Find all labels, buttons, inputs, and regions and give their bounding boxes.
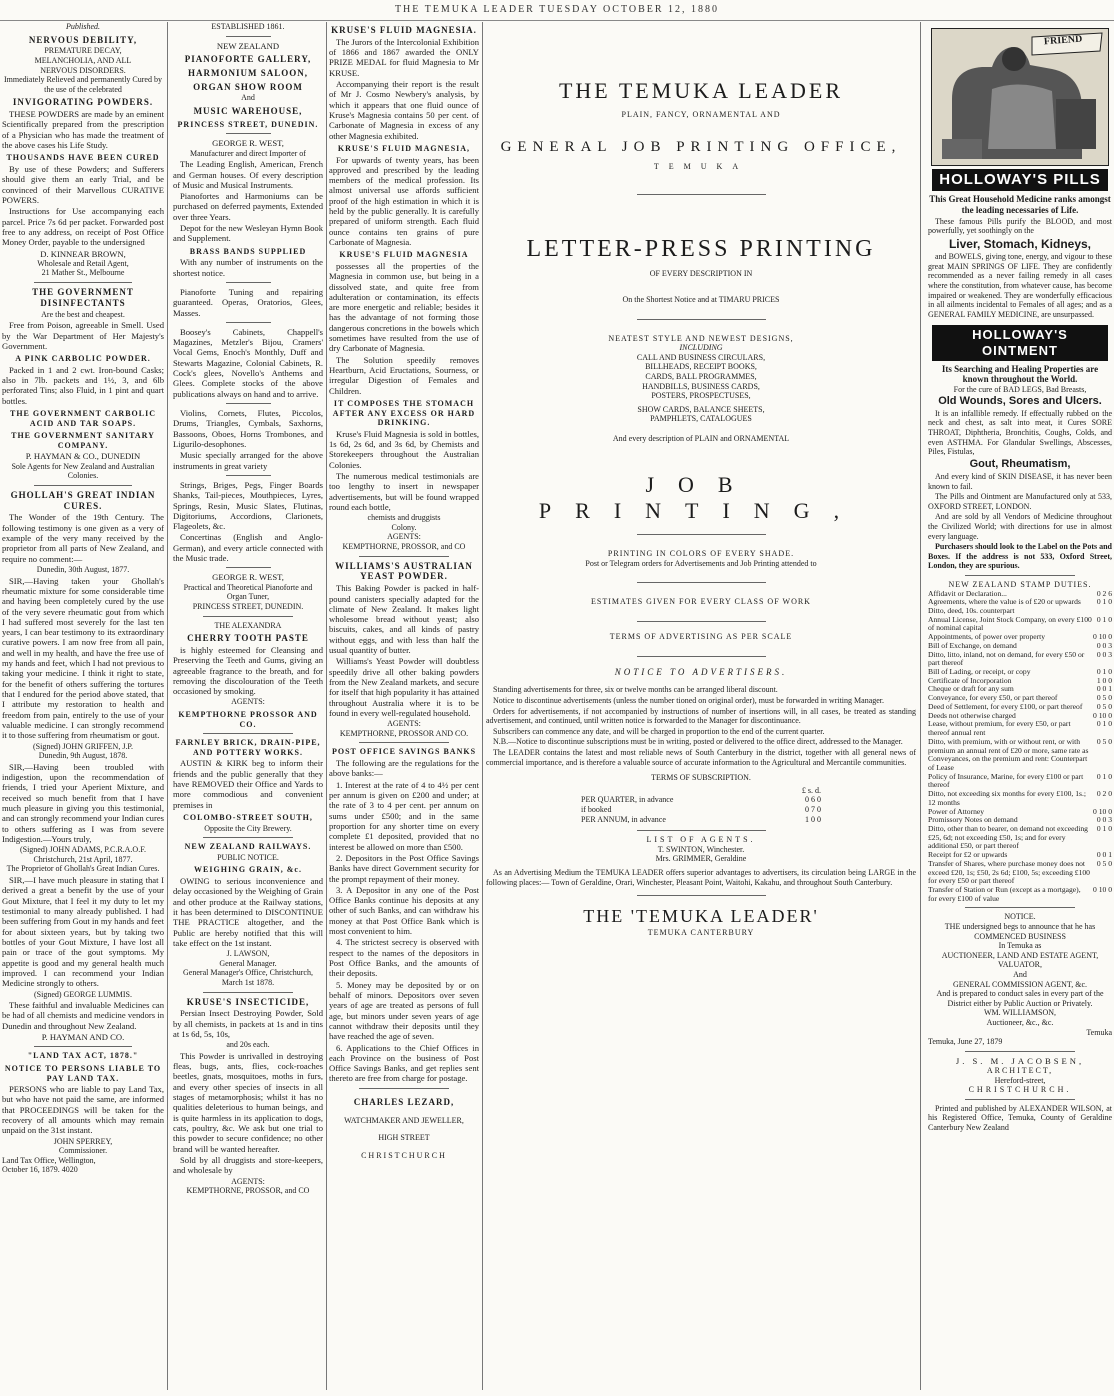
subscription-row (581, 805, 821, 815)
ad-agents: KEMPTHORNE, PROSSOR, and CO (342, 542, 466, 552)
ad-title: CHARLES LEZARD, (353, 1096, 455, 1107)
column-header: Published. (66, 22, 100, 31)
ad-signature: (Signed) JOHN ADAMS, P.C.R.A.O.F. (19, 845, 147, 855)
ad-text: Post or Telegram orders for Advertisements and Job Printing attended to (585, 558, 817, 568)
column-2 (170, 22, 327, 1390)
ad-date (2, 1165, 164, 1175)
ad-price: and 20s each. (226, 1040, 270, 1050)
stamp-duty-amount: 0 0 3 (1096, 649, 1112, 659)
subscription-row (581, 795, 821, 805)
ad-product: INVIGORATING POWDERS. (12, 97, 154, 108)
stamp-duty-label: Agreements, where the value is of £20 or upwards (928, 597, 1081, 607)
holloway-pills-banner: HOLLOWAY'S PILLS (932, 169, 1108, 191)
ad-role: General Manager. (219, 958, 277, 968)
ad-heading: NEW ZEALAND (216, 40, 280, 51)
ad-body: Kruse's Fluid Magnesia is sold in bottles, 1s 6d, 2s 6d, and 3s 6d, by Chemists and Storekeepers throughout the Australian Colonies. (329, 428, 479, 470)
ad-title: GENERAL JOB PRINTING OFFICE, (500, 138, 902, 155)
ad-title: ORGAN SHOW ROOM (193, 81, 303, 92)
print-item: BILLHEADS, RECEIPT BOOKS, (645, 362, 757, 372)
subscription-label: PER QUARTER, in advance (581, 795, 674, 805)
ad-text: INCLUDING (679, 343, 723, 353)
ad-heading: NOTICE TO PERSONS LIABLE TO PAY LAND TAX. (4, 1063, 162, 1083)
stamp-duties-list (928, 590, 1112, 904)
ad-title: PIANOFORTE GALLERY, (184, 53, 312, 64)
ad-heading: Gout, Rheumatism, (969, 457, 1071, 470)
ad-title: LETTER-PRESS PRINTING (526, 235, 876, 262)
stamp-duty-row (928, 860, 1112, 886)
ad-text: And every description of PLAIN and ORNAMENTAL (612, 433, 790, 443)
ad-heading: PRINTING IN COLORS OF EVERY SHADE. (607, 549, 795, 559)
notice-title: NOTICE. (1004, 912, 1036, 922)
divider (203, 733, 293, 734)
regulation-item: 2. Depositors in the Post Office Savings Banks have direct Government security for the prompt repayment of their money. (329, 852, 479, 884)
subscription-table (581, 786, 821, 824)
ad-heading: Liver, Stomach, Kidneys, (948, 236, 1092, 251)
ad-role: Commissioner. (58, 1146, 108, 1156)
stamp-duty-row (928, 720, 1112, 737)
ad-body: This Baking Powder is packed in half-pound canisters specially adapted for the climate of New Zealand. It makes light wholesome bread without yeast; also biscuits, cakes, and all kinds of pastry without eggs, and with less than half the usual quantity of butter. (329, 583, 479, 656)
ad-body: With any number of instruments on the shortest notice. (173, 257, 323, 278)
regulation-item: 5. Money may be deposited by or on behalf of minors. Depositors over seven years of age are treated as persons of full age, but minors under seven years of age cannot withdraw their deposits until they have reached the age of seven. (329, 979, 479, 1042)
notice-city: Temuka (1086, 1027, 1112, 1037)
column-3 (326, 22, 483, 1390)
ad-tagline: This Great Household Medicine ranks amongst the leading necessaries of Life. (929, 194, 1111, 215)
ad-text: For the cure of BAD LEGS, Bad Breasts, (953, 385, 1087, 395)
ad-body: Persian Insect Destroying Powder, Sold by all chemists, in packets at 1s and in tins at 1s 6d, 5s, 10s, (173, 1008, 323, 1039)
ad-heading: THE GOVERNMENT SANITARY COMPANY. (11, 431, 155, 450)
ad-body: These faithful and invaluable Medicines can be had of all chemists and medicine vendors in Dunedin and throughout New Zealand. (2, 1000, 164, 1031)
ad-text: The Proprietor of Ghollah's Great Indian Cures. (6, 864, 160, 874)
ad-heading: THOUSANDS HAVE BEEN CURED (6, 153, 160, 163)
ad-address: PRINCESS STREET, DUNEDIN. (177, 119, 319, 129)
divider (226, 322, 271, 323)
notice-heading: AUCTIONEER, LAND AND ESTATE AGENT, VALUATOR, (941, 950, 1099, 970)
divider (226, 567, 271, 568)
paper-title: THE TEMUKA LEADER (558, 78, 844, 103)
stamp-duty-label: Ditto, deed, 10s. counterpart (928, 606, 1015, 616)
ad-role: Wholesale and Retail Agent, (37, 258, 129, 268)
divider (359, 1088, 449, 1089)
ad-body: Sold by all druggists and store-keepers, and wholesale by (173, 1154, 323, 1176)
ad-agents: KEMPTHORNE, PROSSOR, and CO (186, 1186, 310, 1196)
ad-title: POST OFFICE SAVINGS BANKS (331, 747, 477, 757)
stamp-duty-amount: 0 10 0 (1093, 885, 1112, 895)
stamp-duty-label: Certificate of Incorporation (928, 675, 1012, 685)
divider (203, 992, 293, 993)
stamp-duty-amount: 0 2 0 (1096, 789, 1112, 799)
ad-heading: Old Wounds, Sores and Ulcers. (938, 394, 1102, 407)
stamp-duty-amount: 0 0 1 (1096, 684, 1112, 694)
ad-title: JOB PRINTING, (538, 471, 864, 523)
stamp-duty-amount: 0 1 0 (1096, 597, 1112, 607)
ad-address: General Manager's Office, Christchurch, March 1st 1878. (183, 968, 313, 987)
ad-subtitle: MELANCHOLIA, AND ALL (34, 55, 132, 65)
stamp-duty-row (928, 825, 1112, 851)
stamp-title: NEW ZEALAND STAMP DUTIES. (948, 579, 1092, 589)
ad-city: TEMUKA (653, 161, 749, 171)
ad-title: "LAND TAX ACT, 1878." (27, 1051, 139, 1061)
imprint: Printed and published by ALEXANDER WILSON, at his Registered Office, Temuka, County of Geraldine Canterbury New Zealand (928, 1103, 1112, 1133)
ad-body: AUSTIN & KIRK beg to inform their friends and the public generally that they have REMOVED their Office and Yards to more commodious and convenient premises in (173, 758, 323, 810)
divider (637, 656, 766, 657)
ad-role: Manufacturer and direct Importer of (190, 148, 306, 158)
notice-date: Temuka, June 27, 1879 (928, 1037, 1003, 1047)
ad-date: Dunedin, 9th August, 1878. (38, 751, 128, 761)
ad-role: WATCHMAKER AND JEWELLER, (344, 1115, 464, 1125)
ad-subtitle: PREMATURE DECAY, (44, 46, 122, 56)
ad-title: NERVOUS DEBILITY, (28, 34, 138, 45)
column-5 (924, 22, 1112, 1390)
stamp-duty-amount: 0 0 1 (1096, 850, 1112, 860)
subscription-header: £ s. d. (801, 785, 821, 795)
ad-body: is highly esteemed for Cleansing and Preserving the Teeth and Gums, giving an agreeable fragrance to the breath, and for removing the discolouration of the Teeth occasioned by smoking. (173, 644, 323, 697)
ad-body: SIR,—Having taken your Ghollah's rheumatic mixture for some considerable time and having been completely cured by the use of the very severe rheumatic gout from which I had suffered most severely for the last ten years, I can bear testimony to its extraordinary curative powers. I am now free from all pain, and well in my health, and have the free use of my hands and feet, which I had not previous to taking your medicine. I think it right to state, for the benefit of others suffering the tortures that I endured for the period above stated, that I attribute my restoration to health and freedom from pain, entirely to the use of your valuable medicine. I can strongly recommend it to those suffering from rheumatism or gout. (2, 575, 164, 741)
ad-title: NEW ZEALAND RAILWAYS. (184, 842, 312, 852)
stamp-duty-label: Affidavit or Declaration... (928, 588, 1007, 598)
stamp-duty-amount: 0 1 0 (1096, 771, 1112, 781)
stamp-duty-label: Ditto, other than to bearer, on demand not exceeding £25, 6d; not exceeding £50, 1s; and for every additional £50, or part thereof (928, 823, 1088, 851)
divider (637, 534, 766, 535)
ad-warning: Purchasers should look to the Label on the Pots and Boxes. If the address is not 533, Oxford Street, London, they are spurious. (928, 542, 1112, 571)
ad-subtitle: Are the best and cheapest. (41, 309, 125, 319)
holloway-ointment-banner: HOLLOWAY'S OINTMENT (932, 325, 1108, 360)
ad-title: KRUSE'S FLUID MAGNESIA. (331, 25, 477, 35)
ad-address: PRINCESS STREET, DUNEDIN. (192, 601, 304, 611)
stamp-duty-amount: 0 5 0 (1096, 693, 1112, 703)
ad-heading: TERMS OF ADVERTISING AS PER SCALE (609, 632, 793, 642)
ad-city: CHRISTCHURCH (361, 1150, 447, 1160)
divider (34, 282, 131, 283)
stamp-duty-amount: 0 10 0 (1093, 710, 1112, 720)
stamp-duty-label: Deed of Settlement, for every £100, or part thereof (928, 701, 1083, 711)
ad-body: Boosey's Cabinets, Chappell's Magazines, Metzler's Bijou, Cramers' Vocal Gems, Enoch's Monthly, Duff and Stewarts Magazine, Colonial Cabinets, R. Cock's glees, Novello's Anthems and Glees. Complete stocks of the above publications always on hand and to arrive. (173, 326, 323, 399)
ad-subtitle: OF EVERY DESCRIPTION IN (649, 269, 753, 279)
notice-item: Orders for advertisements, if not accompanied by instructions of number of insertions will, in all cases, be treated as standing advertisement, and continued, until written notice is forwarded to the Manager for discontinuance. (486, 706, 916, 726)
ad-title: HARMONIUM SALOON, (188, 67, 308, 78)
ad-heading: NEATEST STYLE AND NEWEST DESIGNS, (608, 333, 794, 343)
ad-body: The Pills and Ointment are Manufactured only at 533, OXFORD STREET, LONDON. (928, 492, 1112, 511)
stamp-duty-amount: 0 1 0 (1096, 667, 1112, 677)
ad-heading: A PINK CARBOLIC POWDER. (15, 354, 151, 364)
divider (637, 194, 766, 195)
ad-body: Depot for the new Wesleyan Hymn Book and Supplement. (173, 223, 323, 244)
regulation-item: 6. Applications to the Chief Offices in each Province on the business of Post Office Savings Banks, and get replies sent thereto are free from charge for postage. (329, 1042, 479, 1084)
masthead: THE TEMUKA LEADER TUESDAY OCTOBER 12, 1880 (0, 0, 1114, 21)
ad-established: ESTABLISHED 1861. (211, 22, 285, 31)
ad-body: possesses all the properties of the Magnesia in common use, but being in a dissolved state, and quite free from adulteration or contamination, its effects are more energetic and reliable; besides it has the advantage of not forming those dangerous concretions in the bowels which sometimes have resulted from the use of dry Carbonate of Magnesia. (329, 260, 479, 354)
stamp-duty-amount: 1 0 0 (1096, 675, 1112, 685)
divider (226, 282, 271, 283)
ad-city: CHRISTCHURCH. (968, 1085, 1072, 1095)
ad-body: Instructions for Use accompanying each parcel. Price 7s 6d per packet. Forwarded post free to any address, on receipt of Post Office Money Order, payable to the undersigned (2, 206, 164, 248)
footer-title: THE 'TEMUKA LEADER' (583, 906, 819, 927)
holloway-engraving (931, 28, 1109, 166)
divider (359, 742, 449, 743)
ad-body: Packed in 1 and 2 cwt. Iron-bound Casks; also in 7lb. packets and 1½, 3, and 6lb perforated Tins; also Fluid, in 1 pint and quart bottles. (2, 364, 164, 406)
ad-body: SIR,—Having been troubled with indigestion, upon the recommendation of friends, I tried your Aperient Mixture, and received so much benefit from that I have much pleasure in giving you this testimonial, and can strongly recommend your Indian cures to others suffering as I was from severe Indigestion.—Yours truly, (2, 761, 164, 844)
divider (637, 621, 766, 622)
ad-heading: PUBLIC NOTICE. (217, 852, 279, 862)
ad-body: Pianofortes and Harmoniums can be purchased on deferred payments, Extended over three Years. (173, 191, 323, 222)
print-item: PAMPHLETS, CATALOGUES (650, 414, 752, 424)
stamp-duty-label: Transfer of Shares, where purchase money does not exceed £20, 1s; £50, 2s 6d; £100, 5s; exceeding £100 for every £50 or part thereof (928, 858, 1090, 886)
regulation-item: 1. Interest at the rate of 4 to 4½ per cent per annum is given on £200 and under; at the rate of 3 to 4 per cent. per annum on sums under £500; and in the same proportion for any shorter time on every complete £1 deposited, provided that no interest be allowed on more than £500. (329, 779, 479, 852)
subscription-amount: 1 0 0 (805, 814, 821, 824)
ad-body: For upwards of twenty years, has been approved and prescribed by the leading members of the medical profession. Its almost universal use affords sufficient proof of the high estimation in which it is held by the public generally. It is carefully prepared of uniform strength. Each fluid ounce contains ten grains of pure Carbonate of Magnesia. (329, 154, 479, 248)
print-item: CALL AND BUSINESS CIRCULARS, (636, 352, 766, 362)
ad-body: The following are the regulations for the above banks:— (329, 758, 479, 779)
ad-body: By use of these Powders; and Sufferers should give them an early Trial, and be convinced of their Marvellous CURATIVE POWERS. (2, 164, 164, 205)
agent-name: T. SWINTON, Winchester. (657, 844, 745, 854)
ad-body: and BOWELS, giving tone, energy, and vigour to these great MAIN SPRINGS OF LIFE. They are confidently recommended as a never failing remedy in all cases where the constitution, from whatever cause, has become impaired or weakened. They are wonderfully efficacious in all ailments incidental to Females of all ages; and as a GENERAL FAMILY MEDICINE, are unsurpassed. (928, 252, 1112, 319)
subscription-label: if booked (581, 804, 612, 814)
stamp-duty-label: Lease, without premium, for every £50, or part thereof annual rent (928, 719, 1071, 738)
stamp-duty-label: Cheque or draft for any sum (928, 684, 1014, 694)
stamp-duty-label: Ditto, litto, inland, not on demand, for every £50 or part thereof (928, 649, 1085, 668)
ad-heading: ESTIMATES GIVEN FOR EVERY CLASS OF WORK (591, 597, 811, 607)
divider (637, 582, 766, 583)
stamp-duty-row (928, 773, 1112, 790)
ad-agents-label: AGENTS: (387, 532, 421, 542)
ad-body: This Powder is unrivalled in destroying fleas, bugs, ants, flies, cock-roaches beetles, gnats, mosquitoes, moths in furs, and every other species of insects in all stages of metamorphosis; whilst it has no qualities deleterious to human beings, and is quite harmless in its application to dogs, cats, poultry, &c. We ask but one trial to this powder to secure confidence; no other brand will be wanted hereafter. (173, 1050, 323, 1154)
stamp-duty-label: Bill of Exchange, on demand (928, 640, 1017, 650)
ad-text: chemists and druggists (367, 513, 441, 523)
ad-heading: THE GOVERNMENT CARBOLIC ACID AND TAR SOAPS. (10, 408, 156, 428)
landtax-code: 4020 (61, 1165, 78, 1175)
ad-title: J. S. M. JACOBSEN, (955, 1055, 1085, 1066)
ad-heading: THE ALEXANDRA (214, 620, 282, 630)
stamp-duty-label: Annual License, Joint Stock Company, on every £100 of nominal capital (928, 614, 1092, 633)
subscription-amount: 0 6 0 (805, 795, 821, 805)
regulation-item: 3. A Depositor in any one of the Post Office Banks continue his deposits at any other of such Banks, and can withdraw his money at that Post Office Bank which is most convenient to him. (329, 884, 479, 937)
notice-item: Subscribers can commence any date, and will be charged in proportion to the end of the current quarter. (493, 726, 825, 736)
ad-address: COLOMBO-STREET SOUTH, (183, 812, 313, 822)
print-item: HANDBILLS, BUSINESS CARDS, (642, 381, 760, 391)
stamp-duty-label: Ditto, with premium, with or without rent, or with premium an annual rent of £20 or more, same rate as Conveyances, on the premium and rent: Counterpart of Lease (928, 736, 1089, 772)
ad-body: It is an infallible remedy. If effectually rubbed on the neck and chest, as salt into meat, it Cures SORE THROAT, Diphtheria, Bronchitis, Coughs, Colds, and even ASTHMA. For Glandular Swellings, Abscesses, Piles, Fistulas, (928, 408, 1112, 457)
divider (637, 319, 766, 320)
ad-text: And (241, 93, 255, 103)
ad-agents-label: AGENTS: (387, 719, 421, 729)
ad-role: ARCHITECT, (986, 1066, 1054, 1076)
ad-body: Concertinas (English and Anglo-German), and every article connected with the Music trade. (173, 532, 323, 564)
ad-body: Pianoforte Tuning and repairing guaranteed. Operas, Oratorios, Glees, Masses. (173, 286, 323, 318)
ad-body: The Leading English, American, French and German houses. Of every description of Music and Musical Instruments. (173, 159, 323, 190)
ad-address: 21 Mather St., Melbourne (41, 268, 125, 278)
stamp-duty-label: Appointments, of power over property (928, 632, 1046, 642)
ad-address: Opposite the City Brewery. (204, 823, 292, 833)
notice-heading: COMMENCED BUSINESS (974, 931, 1066, 941)
stamp-duty-label: Bill of Lading, or receipt, or copy (928, 667, 1031, 677)
divider (203, 837, 293, 838)
agents-title: LIST OF AGENTS. (646, 835, 756, 845)
stamp-duty-row (928, 886, 1112, 903)
stamp-duty-row (928, 651, 1112, 668)
ad-body: PERSONS who are liable to pay Land Tax, but who have not paid the same, are informed that PROCEEDINGS will be taken for the recovery of all amounts which may remain unpaid on the 31st instant. (2, 1084, 164, 1136)
ad-title: GHOLLAH'S GREAT INDIAN CURES. (10, 489, 156, 511)
ad-signature: (Signed) GEORGE LUMMIS. (34, 989, 132, 999)
seated-figure-icon (932, 29, 1108, 165)
divider (34, 485, 131, 486)
stamp-duty-amount: 0 1 0 (1096, 719, 1112, 729)
divider (965, 1051, 1075, 1052)
ad-title: CHERRY TOOTH PASTE (187, 633, 309, 644)
subscription-label: PER ANNUM, in advance (581, 814, 666, 824)
stamp-duty-amount: 0 5 0 (1096, 736, 1112, 746)
notice-title: NOTICE TO ADVERTISERS. (614, 666, 788, 677)
print-item: SHOW CARDS, BALANCE SHEETS, (637, 404, 765, 414)
ad-body: And every kind of SKIN DISEASE, it has never been known to fail. (928, 472, 1112, 491)
divider (965, 1099, 1075, 1100)
ad-body: Free from Poison, agreeable in Smell. Used by the War Department of Her Majesty's Government. (2, 320, 164, 351)
divider (226, 403, 271, 404)
ad-text: Colony. (391, 522, 417, 532)
ad-body: These famous Pills purify the BLOOD, and most powerfully, yet soothingly on the (928, 216, 1112, 236)
agent-name: Mrs. GRIMMER, Geraldine (655, 854, 747, 864)
stamp-duty-row (928, 738, 1112, 773)
stamp-duty-label: Policy of Insurance, Marine, for every £100 or part thereof (928, 771, 1084, 790)
ad-body: The Wonder of the 19th Century. The following testimony is one given as a very of example of the very many received by the proprietor from all parts of New Zealand, and require no comment:— (2, 512, 164, 564)
ad-body: The Solution speedily removes Heartburn, Acid Eructations, Sourness, or irregular Digestion of Females and Children. (329, 354, 479, 396)
ad-agents-label: AGENTS: (231, 1176, 265, 1186)
stamp-duty-amount: 0 0 3 (1096, 815, 1112, 825)
stamp-duty-amount: 0 10 0 (1093, 806, 1112, 816)
ad-subtitle: NERVOUS DISORDERS. (40, 65, 126, 75)
subscription-amount: 0 7 0 (805, 804, 821, 814)
ad-agents: KEMPTHORNE PROSSOR AND CO. (178, 710, 318, 729)
ad-address: Land Tax Office, Wellington, (2, 1155, 96, 1165)
column-1 (2, 22, 168, 1390)
ad-body: Accompanying their report is the result of Mr J. Cosmo Newbery's analysis, by which it appears that one fluid ounce of Kruse's Magnesia contains 50 per cent. of Carbonate of Magnesia in excess of any other Magnesia exhibited. (329, 79, 479, 141)
divider (637, 895, 766, 896)
notice-heading: GENERAL COMMISSION AGENT, &c. (953, 979, 1087, 989)
divider (34, 1046, 131, 1047)
stamp-duty-label: Conveyance, for every £50, or part thereof (928, 693, 1058, 703)
ad-agents-label: AGENTS: (231, 697, 265, 707)
divider (965, 575, 1075, 576)
ad-date: Christchurch, 21st April, 1877. (33, 854, 133, 864)
notice-signature: WM. WILLIAMSON, (983, 1008, 1057, 1018)
ad-signature: P. HAYMAN AND CO. (41, 1032, 125, 1043)
ad-role: Practical and Theoretical Pianoforte and Organ Tuner, (183, 582, 313, 602)
regulation-item: 4. The strictest secrecy is observed with respect to the names of the depositors in Post Office Banks, and the amounts of their deposits. (329, 937, 479, 979)
divider (637, 830, 766, 831)
divider (965, 907, 1075, 908)
ad-heading: KRUSE'S FLUID MAGNESIA (339, 250, 469, 260)
print-item: CARDS, BALL PROGRAMMES, (645, 371, 757, 381)
print-item: POSTERS, PROSPECTUSES, (651, 391, 751, 401)
ad-body: Strings, Briges, Pegs, Finger Boards Shanks, Tail-pieces, Mouthpieces, Lyres, Springs, Resin, Music Slates, Flutinas, Digitoriums, Accordions, Clarionets, Flageolets, &c. (173, 479, 323, 532)
ad-address: Hereford-street, (994, 1075, 1046, 1085)
ad-signature: GEORGE R. WEST, (212, 138, 284, 149)
ad-body: The numerous medical testimonials are too lengthy to insert in newspaper advertisements, but will be found wrapped round each bottle, (329, 471, 479, 512)
stamp-duty-amount: 0 1 0 (1096, 614, 1112, 624)
ad-title: KRUSE'S INSECTICIDE, (186, 996, 310, 1007)
stamp-duty-amount: 0 10 0 (1093, 632, 1112, 642)
ad-body: THESE POWDERS are made by an eminent Scientifically prepared from the prescription of a Physician who has made the treatment of the above cases his Life Study. (2, 109, 164, 151)
ad-date: Dunedin, 30th August, 1877. (36, 565, 130, 574)
subscription-title: TERMS OF SUBSCRIPTION. (651, 773, 751, 783)
ad-body: And are sold by all Vendors of Medicine throughout the Civilized World; with directions for use in almost every language. (928, 512, 1112, 541)
ad-address: Sole Agents for New Zealand and Australian Colonies. (11, 461, 155, 481)
ad-tagline: Its Searching and Healing Properties are known throughout the World. (941, 363, 1099, 385)
stamp-duty-amount: 0 0 3 (1096, 640, 1112, 650)
stamp-duty-amount: 0 5 0 (1096, 858, 1112, 868)
subscription-row (581, 815, 821, 825)
ad-title: THE GOVERNMENT DISINFECTANTS (32, 287, 134, 308)
notice-item: N.B.—Notice to discontinue subscriptions must be in writing, posted or delivered to the office direct, addressed to the Manager. (493, 737, 903, 747)
ad-signature: JOHN SPERREY, (53, 1136, 113, 1146)
ad-body: SIR,—I have much pleasure in stating that I derived a great a benefit by the use of your Gout Mixture, that I feel it my duty to let my testimonial to many already published. I had been suffering from Gout in my hands and feet for about sixteen years, but by taking two bottles of your Gout Mixture, I have lost all pain or trace of the gout symptoms. My appetite is good and my general health much improved. I can recommend your Indian Medicine strongly to others. (2, 875, 164, 989)
stamp-duty-label: Transfer of Station or Run (except as a mortgage), for every £100 of value (928, 885, 1081, 903)
ad-heading: WEIGHING GRAIN, &c. (194, 865, 302, 875)
divider (226, 36, 271, 37)
ad-signature: D. KINNEAR BROWN, (40, 248, 126, 259)
stamp-duty-label: Receipt for £2 or upwards (928, 850, 1008, 860)
landtax-date: October 16, 1879. (2, 1165, 60, 1175)
ad-body: OWING to serious inconvenience and delay occasioned by the Weighing of Grain and other produce at the Railway stations, it has been determined to DISCONTINUE THE PRACTICE altogether, and the Public are hereby notified that this will take effect on the 1st instant. (173, 875, 323, 948)
ad-address: HIGH STREET (378, 1133, 430, 1143)
notice-body: THE undersigned begs to announce that he has (944, 922, 1096, 932)
footer-subtitle: TEMUKA CANTERBURY (647, 927, 755, 937)
ad-signature: P. HAYMAN & CO., DUNEDIN (25, 451, 141, 462)
notice-text: In Temuka as (998, 941, 1042, 951)
ad-signature: J. LAWSON, (226, 949, 270, 959)
stamp-duty-label: Deeds not otherwise charged (928, 710, 1016, 720)
divider (203, 616, 293, 617)
stamp-duty-row (928, 790, 1112, 807)
ad-body: Violins, Cornets, Flutes, Piccolos, Drums, Triangles, Cymbals, Saxhorns, Bassoons, Oboes, Horns Trombones, and Ligurilo-desophones. (173, 408, 323, 449)
ad-title: WILLIAMS'S AUSTRALIAN YEAST POWDER. (335, 560, 473, 582)
column-4 (482, 22, 921, 1390)
divider (226, 133, 271, 134)
ad-signature: GEORGE R. WEST, (212, 572, 284, 583)
ad-signature: (Signed) JOHN GRIFFEN, J.P. (32, 741, 133, 751)
notice-item: Standing advertisements for three, six or twelve months can be arranged liberal discount. (493, 685, 778, 695)
stamp-duty-amount: 0 5 0 (1096, 701, 1112, 711)
stamp-duty-label: Promissory Notes on demand (928, 815, 1018, 825)
ad-heading: IT COMPOSES THE STOMACH AFTER ANY EXCESS OR HARD DRINKING. (332, 398, 476, 428)
ad-title: MUSIC WAREHOUSE, (193, 105, 303, 116)
ad-heading: KRUSE'S FLUID MAGNESIA, (337, 143, 471, 153)
ad-body: Music specially arranged for the above instruments in great variety (173, 450, 323, 471)
notice-text: And (1013, 970, 1027, 980)
stamp-duty-label: Power of Attorney (928, 806, 985, 816)
ad-text: Immediately Relieved and permanently Cured by the use of the celebrated (4, 75, 162, 94)
stamp-duty-row (928, 616, 1112, 633)
notice-role: Auctioneer, &c., &c. (986, 1017, 1054, 1027)
stamp-duty-label: Ditto, not exceeding six months for every £100, 1s.; 12 months (928, 789, 1086, 807)
ad-body: Williams's Yeast Powder will doubtless speedily drive all other baking powders from the New Zealand markets, and secure for itself that high popularity it has attained throughout Australia where it is to be found in every well-regulated household. (329, 656, 479, 718)
ad-text: On the Shortest Notice and at TIMARU PRICES (622, 294, 780, 304)
divider (359, 556, 449, 557)
notice-item: Notice to discontinue advertisements (unless the number tioned on original order), must be forwarded in writing Manager. (493, 696, 885, 706)
ad-body: The Jurors of the Intercolonial Exhibition of 1866 and 1867 awarded the ONLY PRIZE MEDAL for fluid Magnesia to Mr KRUSE. (329, 36, 479, 78)
ad-agents: KEMPTHORNE, PROSSOR AND CO. (339, 728, 469, 738)
ad-heading: BRASS BANDS SUPPLIED (189, 246, 307, 256)
notice-body: And is prepared to conduct sales in every part of the District either by Public Auction or Privately. (936, 989, 1104, 1008)
friend-banner-text: FRIEND (1043, 33, 1083, 48)
notice-item: The LEADER contains the latest and most reliable news of South Canterbury in the district, together with all general news of commercial importance, and is therefore a valuable source of accurate information to the Agricultural and Mercantile communities. (486, 748, 916, 767)
stamp-duty-amount: 0 1 0 (1096, 823, 1112, 833)
ad-title: FARNLEY BRICK, DRAIN-PIPE, AND POTTERY WORKS. (175, 738, 321, 757)
ad-subtitle: PLAIN, FANCY, ORNAMENTAL AND (621, 110, 781, 120)
stamp-duty-amount: 0 2 6 (1096, 588, 1112, 598)
ad-body: As an Advertising Medium the TEMUKA LEADER offers superior advantages to advertisers, its circulation being LARGE in the following places:— Town of Geraldine, Orari, Winchester, Pleasant Point, Waitohi, Kakahu, and throughout South Canterbury. (486, 867, 916, 887)
divider (226, 475, 271, 476)
